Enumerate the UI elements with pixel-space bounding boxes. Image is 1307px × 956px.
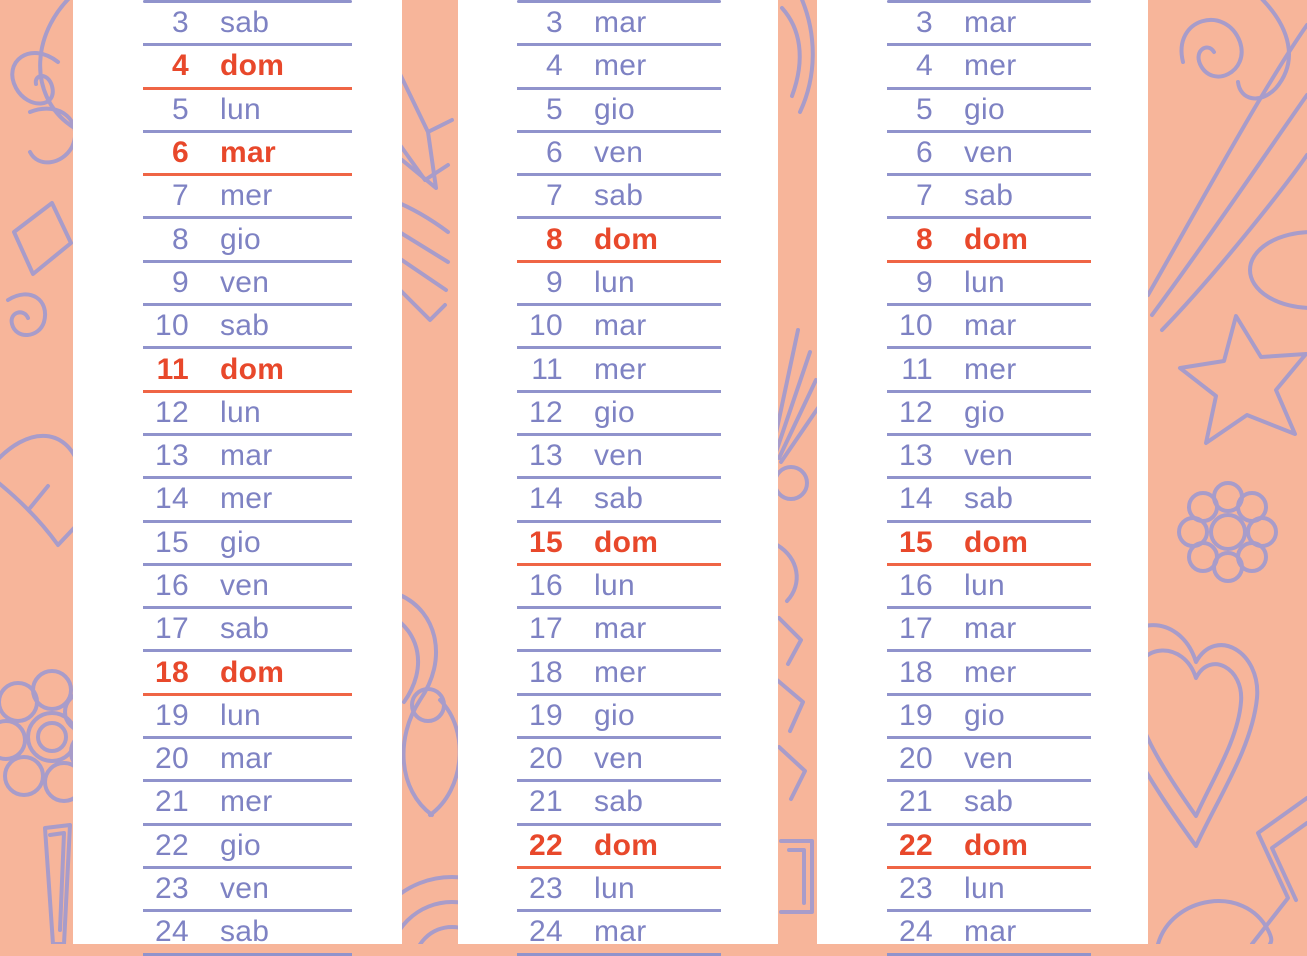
day-name: mar xyxy=(964,309,1017,343)
day-name: dom xyxy=(964,222,1029,256)
day-number: 16 xyxy=(899,569,933,602)
day-name: sab xyxy=(220,309,270,343)
calendar-row xyxy=(517,90,721,133)
day-number: 9 xyxy=(546,265,563,299)
day-number: 21 xyxy=(529,785,563,819)
day-number: 13 xyxy=(899,439,933,473)
calendar-row xyxy=(517,739,721,782)
calendar-row xyxy=(143,46,352,89)
day-name: dom xyxy=(594,525,659,559)
calendar-row xyxy=(887,566,1091,609)
day-name: sab xyxy=(594,785,644,819)
calendar-row xyxy=(887,133,1091,176)
day-number: 24 xyxy=(155,915,189,949)
day-number: 23 xyxy=(155,872,189,906)
day-name: lun xyxy=(964,265,1005,299)
day-number: 20 xyxy=(155,742,189,776)
calendar-row xyxy=(143,869,352,912)
day-name: dom xyxy=(220,655,285,689)
day-name: sab xyxy=(594,482,644,516)
calendar-row xyxy=(887,479,1091,522)
day-name: sab xyxy=(594,179,644,213)
calendar-row xyxy=(143,696,352,739)
day-number: 6 xyxy=(916,136,933,170)
star-doodle xyxy=(1180,316,1306,443)
day-number: 9 xyxy=(172,265,189,299)
day-number: 10 xyxy=(155,309,189,343)
day-name: lun xyxy=(594,569,635,602)
day-number: 10 xyxy=(529,309,563,343)
day-number: 7 xyxy=(172,179,189,213)
day-name: mer xyxy=(594,655,647,689)
day-number: 21 xyxy=(155,785,189,819)
day-name: lun xyxy=(220,395,261,429)
calendar-column-2 xyxy=(517,0,721,956)
day-number: 4 xyxy=(172,49,189,83)
day-number: 12 xyxy=(529,395,563,429)
daisy-doodle xyxy=(1179,483,1276,581)
day-name: gio xyxy=(964,92,1005,126)
day-name: sab xyxy=(220,915,270,949)
day-name: mer xyxy=(964,352,1017,386)
day-name: lun xyxy=(220,92,261,126)
day-number: 24 xyxy=(899,915,933,949)
calendar-row xyxy=(517,696,721,739)
day-number: 17 xyxy=(155,612,189,646)
day-number: 23 xyxy=(899,872,933,906)
day-name: mar xyxy=(594,309,647,343)
calendar-row xyxy=(517,219,721,262)
calendar-row xyxy=(143,349,352,392)
day-name: lun xyxy=(220,698,261,732)
day-name: mar xyxy=(964,915,1017,949)
calendar-row xyxy=(887,263,1091,306)
calendar-row xyxy=(143,263,352,306)
day-name: ven xyxy=(594,136,644,170)
day-number: 14 xyxy=(899,482,933,516)
cone-doodle xyxy=(45,825,70,944)
flourish-doodle xyxy=(1148,0,1307,330)
calendar-row xyxy=(887,176,1091,219)
calendar-row xyxy=(517,176,721,219)
day-name: mer xyxy=(594,352,647,386)
day-name: dom xyxy=(964,525,1029,559)
day-number: 5 xyxy=(546,92,563,126)
day-name: gio xyxy=(964,698,1005,732)
day-number: 22 xyxy=(155,828,189,862)
day-number: 8 xyxy=(172,222,189,256)
day-number: 19 xyxy=(155,698,189,732)
day-name: ven xyxy=(220,569,270,602)
calendar-row xyxy=(517,479,721,522)
day-number: 18 xyxy=(529,655,563,689)
calendar-row xyxy=(517,436,721,479)
calendar-row xyxy=(143,393,352,436)
day-number: 19 xyxy=(899,698,933,732)
calendar-row xyxy=(887,782,1091,825)
calendar-row xyxy=(887,609,1091,652)
day-name: mer xyxy=(964,655,1017,689)
day-number: 9 xyxy=(916,265,933,299)
curve-doodle-bottom xyxy=(1158,901,1271,944)
calendar-row xyxy=(143,219,352,262)
calendar-row xyxy=(887,523,1091,566)
calendar-row xyxy=(143,566,352,609)
branch-doodle xyxy=(0,436,80,545)
calendar-row xyxy=(517,566,721,609)
day-name: gio xyxy=(594,92,635,126)
day-number: 12 xyxy=(155,395,189,429)
day-number: 4 xyxy=(546,49,563,83)
calendar-row xyxy=(143,90,352,133)
day-number: 13 xyxy=(529,439,563,473)
day-number: 7 xyxy=(546,179,563,213)
day-name: mar xyxy=(964,612,1017,646)
day-number: 20 xyxy=(899,742,933,776)
day-name: dom xyxy=(594,222,659,256)
calendar-row xyxy=(887,46,1091,89)
day-name: gio xyxy=(220,828,261,862)
day-name: mer xyxy=(220,179,273,213)
day-number: 7 xyxy=(916,179,933,213)
day-number: 15 xyxy=(529,525,563,559)
day-number: 11 xyxy=(156,352,189,386)
day-name: gio xyxy=(594,395,635,429)
day-name: gio xyxy=(964,395,1005,429)
calendar-row xyxy=(887,219,1091,262)
day-number: 15 xyxy=(899,525,933,559)
day-number: 16 xyxy=(155,569,189,602)
day-name: ven xyxy=(594,439,644,473)
day-number: 6 xyxy=(546,136,563,170)
day-name: dom xyxy=(220,352,285,386)
petal-doodle-gap2 xyxy=(782,0,813,112)
day-name: ven xyxy=(220,872,270,906)
day-name: ven xyxy=(594,742,644,776)
day-name: lun xyxy=(964,872,1005,906)
calendar-row xyxy=(517,869,721,912)
day-number: 10 xyxy=(899,309,933,343)
calendar-row xyxy=(143,436,352,479)
day-name: sab xyxy=(964,785,1014,819)
day-number: 20 xyxy=(529,742,563,776)
day-name: sab xyxy=(220,612,270,646)
day-name: mar xyxy=(594,612,647,646)
calendar-row xyxy=(517,349,721,392)
day-number: 16 xyxy=(529,569,563,602)
day-number: 11 xyxy=(901,352,933,386)
calendar-row xyxy=(143,479,352,522)
oval-doodle xyxy=(1250,232,1307,308)
day-number: 17 xyxy=(529,612,563,646)
day-name: dom xyxy=(220,49,285,83)
day-number: 14 xyxy=(529,482,563,516)
day-number: 22 xyxy=(529,828,563,862)
day-number: 18 xyxy=(899,655,933,689)
day-number: 4 xyxy=(916,49,933,83)
calendar-row xyxy=(517,652,721,695)
day-name: lun xyxy=(594,872,635,906)
calendar-row xyxy=(517,3,721,46)
day-name: mar xyxy=(220,742,273,776)
day-name: ven xyxy=(964,136,1014,170)
calendar-row xyxy=(887,912,1091,955)
calendar-row xyxy=(887,869,1091,912)
day-name: gio xyxy=(594,698,635,732)
calendar-row xyxy=(143,133,352,176)
calendar-row xyxy=(143,782,352,825)
calendar-row xyxy=(517,782,721,825)
day-name: sab xyxy=(220,6,270,40)
day-number: 24 xyxy=(529,915,563,949)
calendar-row xyxy=(887,3,1091,46)
day-number: 12 xyxy=(899,395,933,429)
day-name: sab xyxy=(964,482,1014,516)
day-name: ven xyxy=(964,439,1014,473)
day-name: mer xyxy=(964,49,1017,83)
calendar-row xyxy=(143,652,352,695)
calendar-row xyxy=(887,652,1091,695)
day-name: dom xyxy=(594,828,659,862)
day-name: lun xyxy=(964,569,1005,602)
day-name: dom xyxy=(964,828,1029,862)
day-name: gio xyxy=(220,222,261,256)
day-name: ven xyxy=(964,742,1014,776)
calendar-row xyxy=(143,176,352,219)
day-number: 13 xyxy=(155,439,189,473)
calendar-row xyxy=(887,393,1091,436)
day-name: mer xyxy=(594,49,647,83)
day-number: 8 xyxy=(546,222,563,256)
day-name: lun xyxy=(594,265,635,299)
day-number: 19 xyxy=(529,698,563,732)
calendar-row xyxy=(143,306,352,349)
calendar-row xyxy=(517,46,721,89)
calendar-row xyxy=(517,393,721,436)
calendar-row xyxy=(143,609,352,652)
calendar-row xyxy=(887,90,1091,133)
calendar-row xyxy=(887,306,1091,349)
calendar-column-3 xyxy=(887,0,1091,956)
day-name: mer xyxy=(220,482,273,516)
day-number: 6 xyxy=(172,136,189,170)
day-number: 21 xyxy=(899,785,933,819)
day-name: mar xyxy=(220,136,276,170)
day-name: mar xyxy=(964,6,1017,40)
zigzag-doodle-gap2 xyxy=(777,618,812,912)
day-name: mar xyxy=(594,915,647,949)
day-name: sab xyxy=(964,179,1014,213)
calendar-row xyxy=(517,609,721,652)
day-number: 22 xyxy=(899,828,933,862)
calendar-row xyxy=(143,3,352,46)
calendar-row xyxy=(517,826,721,869)
day-number: 3 xyxy=(172,6,189,40)
calendar-row xyxy=(517,263,721,306)
day-number: 8 xyxy=(916,222,933,256)
day-number: 18 xyxy=(155,655,189,689)
calendar-row xyxy=(517,306,721,349)
day-number: 23 xyxy=(529,872,563,906)
day-number: 3 xyxy=(916,6,933,40)
calendar-row xyxy=(887,349,1091,392)
day-name: mer xyxy=(220,785,273,819)
calendar-row xyxy=(517,133,721,176)
calendar-row xyxy=(887,436,1091,479)
day-name: gio xyxy=(220,525,261,559)
calendar-row xyxy=(517,912,721,955)
day-number: 14 xyxy=(155,482,189,516)
calendar-column-1 xyxy=(143,0,352,956)
star-doodle-bottom-right xyxy=(1252,798,1307,944)
day-number: 3 xyxy=(546,6,563,40)
day-number: 11 xyxy=(531,352,563,386)
calendar-row xyxy=(887,696,1091,739)
parallelogram-doodle xyxy=(8,203,71,335)
day-number: 5 xyxy=(916,92,933,126)
calendar-row xyxy=(143,912,352,955)
day-name: mar xyxy=(220,439,273,473)
sunburst-doodle xyxy=(772,330,818,601)
calendar-row xyxy=(143,826,352,869)
calendar-row xyxy=(143,523,352,566)
calendar-row xyxy=(143,739,352,782)
calendar-row xyxy=(517,523,721,566)
day-number: 17 xyxy=(899,612,933,646)
calendar-row xyxy=(887,826,1091,869)
day-name: ven xyxy=(220,265,270,299)
day-number: 15 xyxy=(155,525,189,559)
calendar-row xyxy=(887,739,1091,782)
day-name: mar xyxy=(594,6,647,40)
day-number: 5 xyxy=(172,92,189,126)
